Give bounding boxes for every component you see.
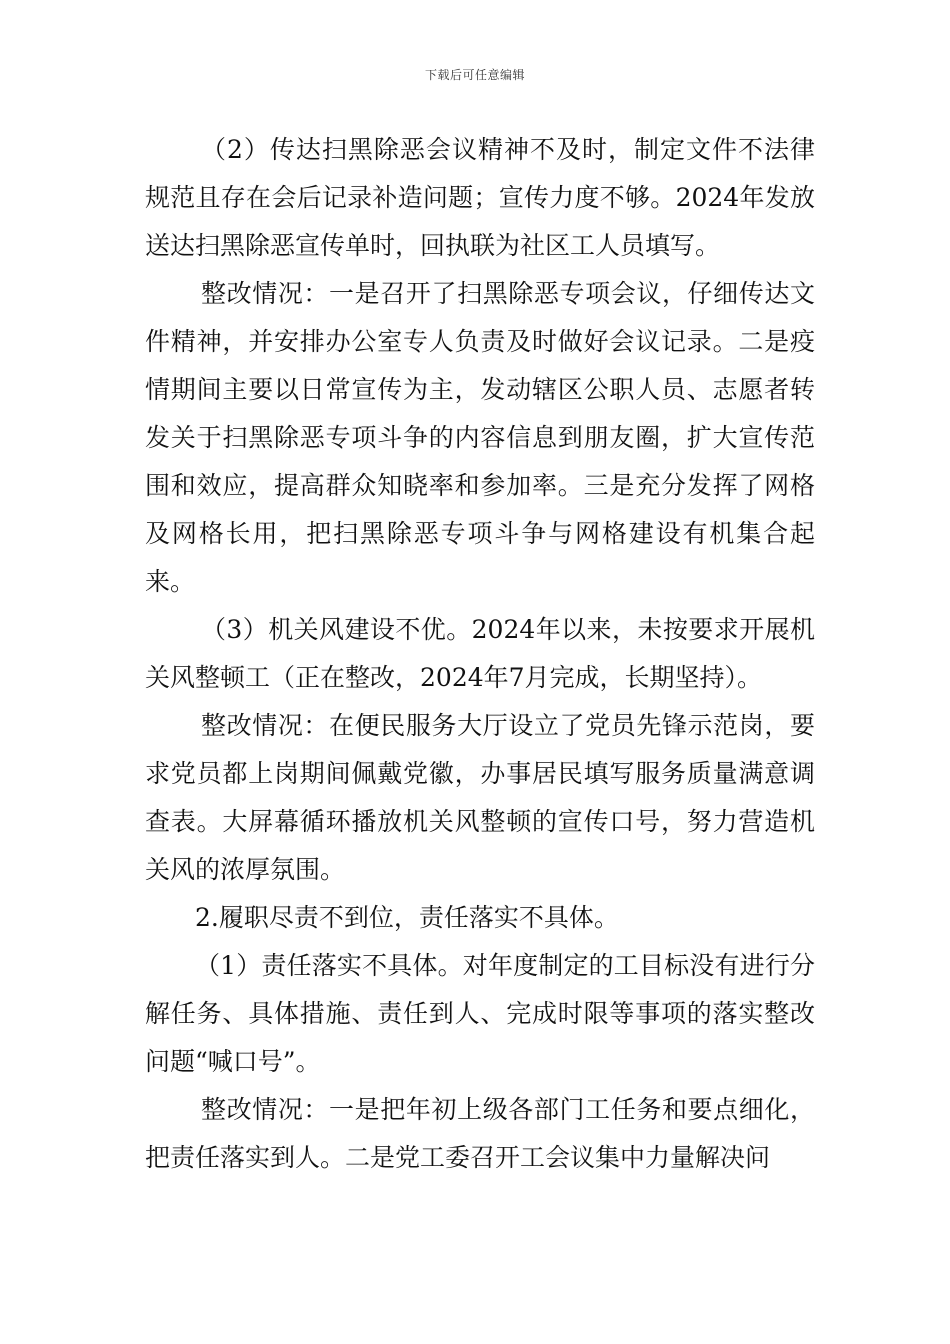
paragraph-rectification-1: 整改情况：一是召开了扫黑除恶专项会议，仔细传达文件精神，并安排办公室专人负责及时做好会议记录。二是疫情期间主要以日常宣传为主，发动辖区公职人员、志愿者转发关于扫黑除恶专项斗争的内容信息到朋友圈，扩大宣传范围和效应，提高群众知晓率和参加率。三是充分发挥了网格及网格长用，把扫黑除恶专项斗争与网格建设有机集合起来。 — [145, 279, 815, 596]
document-body — [145, 126, 815, 1182]
paragraph-item-3-issue: （3）机关风建设不优。2024年以来，未按要求开展机关风整顿工（正在整改，2024年7月完成，长期坚持）。 — [145, 615, 815, 692]
paragraph-rectification-3: 整改情况：一是把年初上级各部门工任务和要点细化，把责任落实到人。二是党工委召开工会议集中力量解决问 — [145, 1095, 815, 1172]
header-note: 下载后可任意编辑 — [424, 68, 525, 82]
paragraph-item-2-issue: （2）传达扫黑除恶会议精神不及时，制定文件不法律规范且存在会后记录补造问题；宣传力度不够。2024年发放送达扫黑除恶宣传单时，回执联为社区工人员填写。 — [145, 135, 815, 260]
paragraph-item-1-issue: （1）责任落实不具体。对年度制定的工目标没有进行分解任务、具体措施、责任到人、完成时限等事项的落实整改问题“喊口号”。 — [145, 951, 815, 1076]
paragraph-rectification-2: 整改情况：在便民服务大厅设立了党员先锋示范岗，要求党员都上岗期间佩戴党徽，办事居民填写服务质量满意调查表。大屏幕循环播放机关风整顿的宣传口号，努力营造机关风的浓厚氛围。 — [145, 711, 815, 884]
section-heading-2: 2.履职尽责不到位，责任落实不具体。 — [195, 903, 619, 932]
